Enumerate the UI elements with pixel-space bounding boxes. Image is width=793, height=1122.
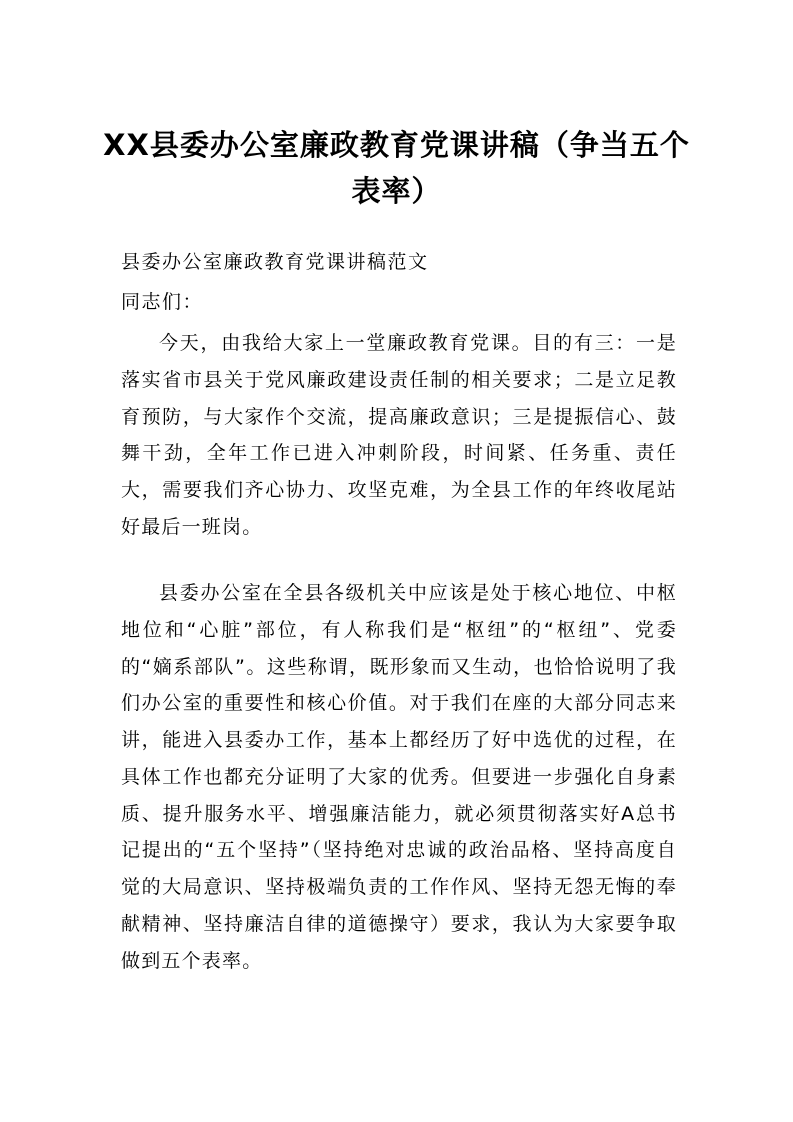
document-subtitle: 县委办公室廉政教育党课讲稿范文 (121, 251, 429, 273)
paragraph-intro: 今天，由我给大家上一堂廉政教育党课。目的有三：一是落实省市县关于党风廉政建设责任制的相关要求；二是立足教育预防，与大家作个交流，提高廉政意识；三是提振信心、鼓舞干劲，全年工作已进入冲刺阶段，时间紧、任务重、责任大，需要我们齐心协力、攻坚克难，为全县工作的年终收尾站好最后一班岗。 (121, 332, 677, 538)
salutation: 同志们： (121, 291, 204, 313)
document-title: XX县委办公室廉政教育党课讲稿（争当五个表率） (103, 128, 690, 208)
paragraph-office-role: 县委办公室在全县各级机关中应该是处于核心地位、中枢地位和“心脏”部位，有人称我们是“枢纽”的“枢纽”、党委的“嫡系部队”。这些称谓，既形象而又生动，也恰恰说明了我们办公室的重要性和核心价值。对于我们在座的大部分同志来讲，能进入县委办工作，基本上都经历了好中选优的过程，在具体工作也都充分证明了大家的优秀。但要进一步强化自身素质、提升服务水平、增强廉洁能力，就必须贯彻落实好A总书记提出的“五个坚持”（坚持绝对忠诚的政治品格、坚持高度自觉的大局意识、坚持极端负责的工作作风、坚持无怨无悔的奉献精神、坚持廉洁自律的道德操守）要求，我认为大家要争取做到五个表率。 (121, 582, 677, 972)
